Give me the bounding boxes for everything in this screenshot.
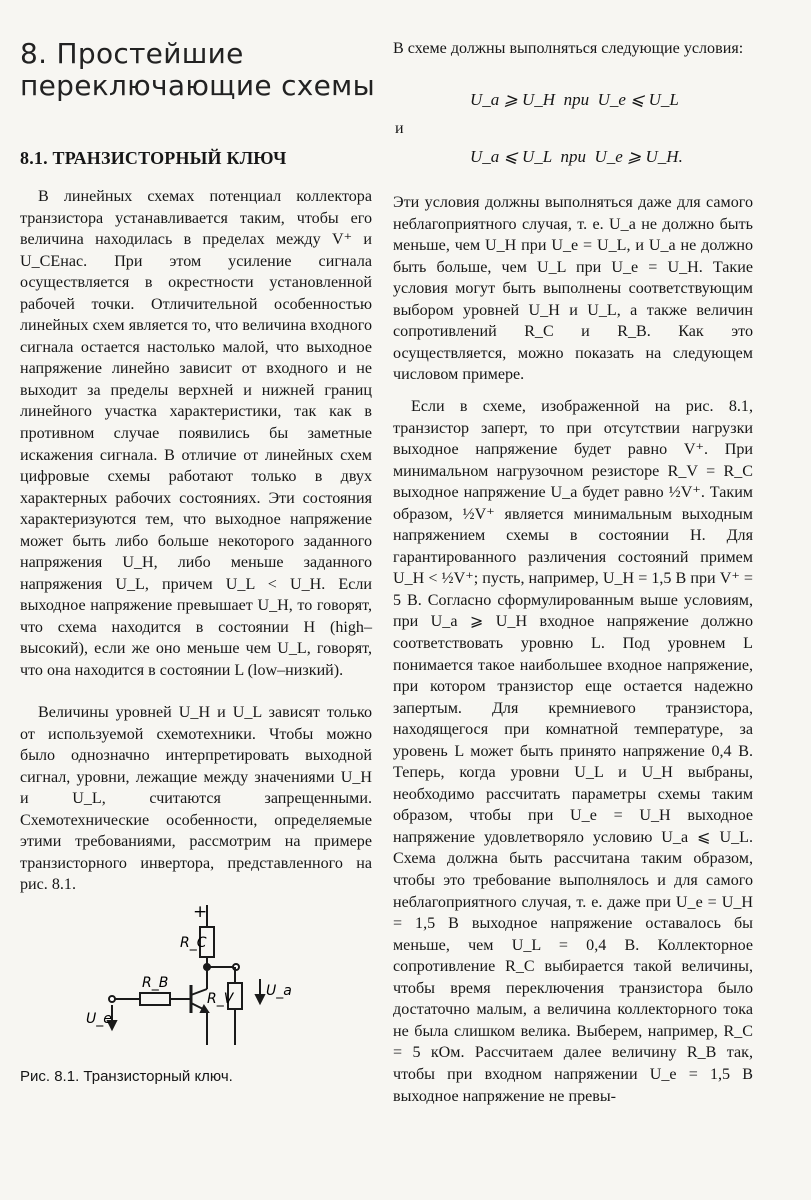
transistor-switch-circuit xyxy=(80,895,300,1060)
right-intro: В схеме должны выполняться следующие условия: xyxy=(393,40,744,57)
base-resistor xyxy=(140,993,170,1005)
right-paragraph-1: Эти условия должны выполняться даже для самого неблагоприятного случая, т. е. U_a не должно быть меньше, чем U_H при U_e = U_L, и U_a не должно быть больше, чем U_L при U_e = U_H. Такие условия могут быть выполнены соответствующим выбором уровней U_H и U_L, а также величин сопротивлений R_C и R_B. Как это осуществляется, можно показать на следующем числовом примере. xyxy=(393,194,753,384)
figure-caption: Рис. 8.1. Транзисторный ключ. xyxy=(20,1068,233,1085)
left-paragraph-2: Величины уровней U_H и U_L зависят только от используемой схемотехники. Чтобы можно было однозначно интерпретировать выходной сигнал, уровни, лежащие между значениями U_H и U_L, считаются запрещенными. Схемотехнические особенности, определяемые этими требованиями, рассмотрим на примере транзисторного инвертора, представленного на рис. 8.1. xyxy=(20,704,372,894)
ue-label: U_e xyxy=(86,1011,112,1027)
ua-label: U_a xyxy=(266,983,292,999)
rb-label: R_B xyxy=(142,975,169,991)
conjunction-and: и xyxy=(395,120,404,137)
input-terminal xyxy=(109,996,115,1002)
condition-formula-1: U_a ⩾ U_H при U_e ⩽ U_L xyxy=(470,90,679,109)
right-paragraph-2: Если в схеме, изображенной на рис. 8.1, транзистор заперт, то при отсутствии нагрузки выходное напряжение будет равно V⁺. При минимальном нагрузочном резисторе R_V = R_C выходное напряжение U_a будет равно ½V⁺. Таким образом, ½V⁺ является минимальным выходным напряжением схемы в состоянии H. Для гарантированного различения состояний примем U_H < ½V⁺; пусть, например, U_H = 1,5 В при V⁺ = 5 В. Согласно сформулированным выше условиям, при U_a ⩾ U_H входное напряжение должно соответствовать уровню L. Под уровнем L понимается такое наибольшее входное напряжение, при котором транзистор еще остается надежно запертым. Для кремниевого транзистора, находящегося при комнатной температуре, за уровень L может быть принято напряжение 0,4 В. Теперь, когда уровни U_L и U_H выбраны, необходимо рассчитать параметры схемы таким образом, чтобы при U_e = U_H выходное напряжение удовлетворяло условию U_a ⩽ U_L. Схема должна быть рассчитана таким образом, чтобы это требование выполнялось и для самого неблагоприятного случая, т. е. даже при U_e = U_H = 1,5 В выходное напряжение оставалось бы меньше, чем U_L = 0,4 В. Коллекторное сопротивление R_C выбирается такой величины, чтобы время переключения транзистора было достаточно малым, а величина коллекторного тока не была слишком велика. Выберем, например, R_C = 5 кОм. Рассчитаем далее величину R_B так, чтобы при входном напряжении U_e = 1,5 В выходное напряжение не превы- xyxy=(393,398,753,1105)
condition-formula-2: U_a ⩽ U_L при U_e ⩾ U_H. xyxy=(470,147,683,166)
rv-label: R_V xyxy=(207,991,234,1007)
chapter-title: 8. Простейшие переключающие схемы xyxy=(20,37,376,102)
plus-label: + xyxy=(193,902,208,922)
rc-label: R_C xyxy=(180,935,207,951)
left-paragraph-1: В линейных схемах потенциал коллектора транзистора устанавливается таким, чтобы его величина находилась в пределах между V⁺ и U_CEнас. При этом усиление сигнала осуществляется в окрестности установленной рабочей точки. Отличительной особенностью линейных схем является то, что величина входного сигнала остается настолько малой, что выходное напряжение линейно зависит от входного и не выходит за пределы верхней и нижней границ линейного участка характеристики, так как в противном случае появились бы заметные искажения сигнала. В отличие от линейных схем цифровые схемы работают только в двух характерных рабочих состояниях. Эти состояния характеризуются тем, что выходное напряжение может быть либо больше некоторого заданного напряжения U_H, либо меньше заданного напряжения U_L, причем U_L < U_H. Если выходное напряжение превышает U_H, то говорят, что схема находится в состоянии H (high–высокий), если же оно меньше чем U_L, говорят, что она находится в состоянии L (low–низкий). xyxy=(20,188,372,680)
section-title: 8.1. ТРАНЗИСТОРНЫЙ КЛЮЧ xyxy=(20,148,287,168)
